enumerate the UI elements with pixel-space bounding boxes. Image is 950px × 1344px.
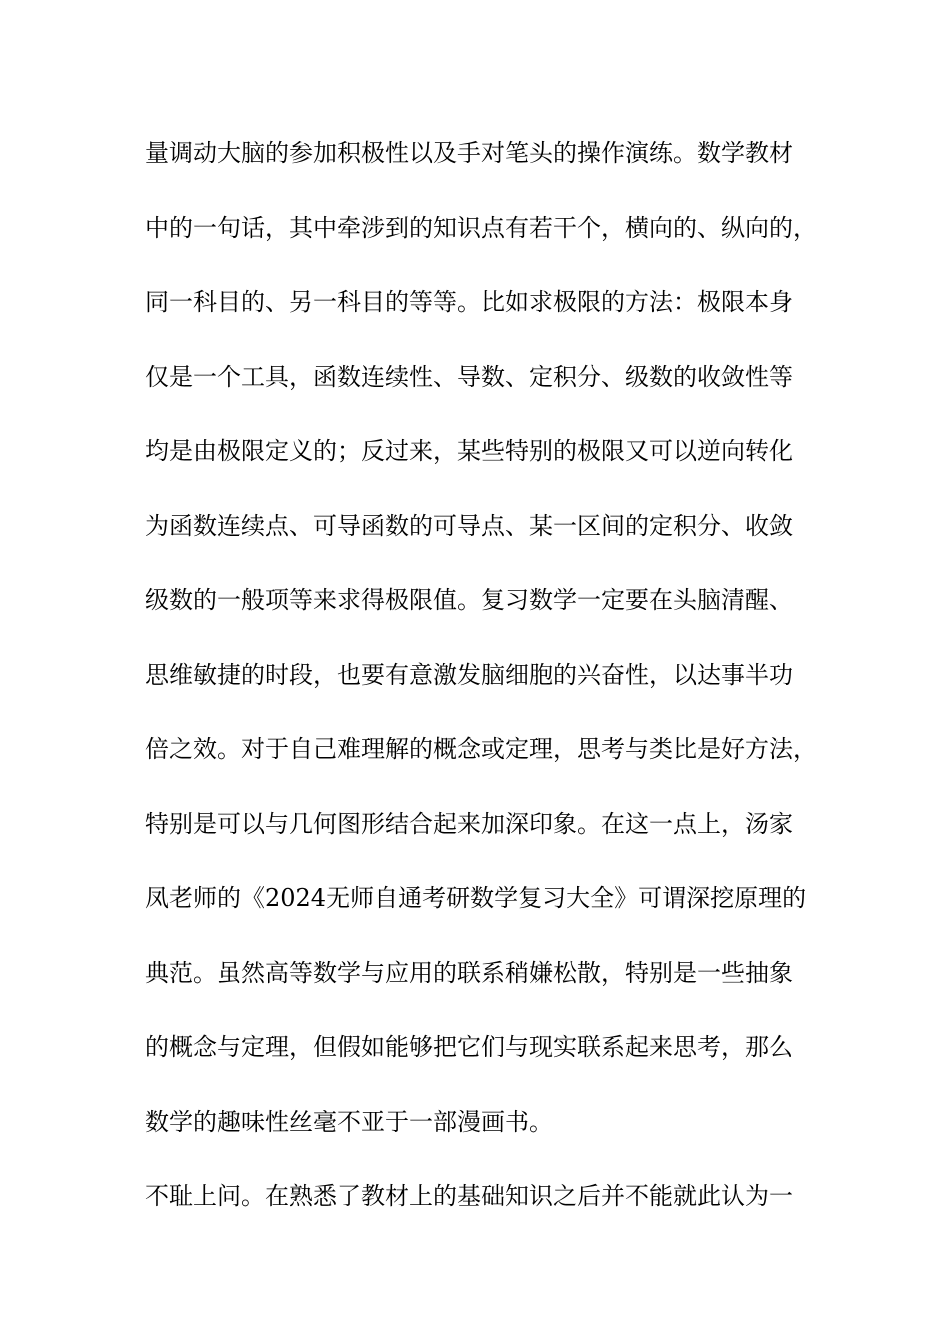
paragraph-line: 级数的一般项等来求得极限值。复习数学一定要在头脑清醒、 — [145, 586, 793, 614]
paragraph-line: 仅是一个工具，函数连续性、导数、定积分、级数的收敛性等 — [145, 363, 793, 391]
paragraph-line: 典范。虽然高等数学与应用的联系稍嫌松散，特别是一些抽象 — [145, 959, 793, 987]
paragraph-line: 为函数连续点、可导函数的可导点、某一区间的定积分、收敛 — [145, 512, 793, 540]
paragraph-line: 倍之效。对于自己难理解的概念或定理，思考与类比是好方法， — [145, 735, 817, 763]
paragraph-line: 数学的趣味性丝毫不亚于一部漫画书。 — [145, 1108, 553, 1136]
paragraph-line: 均是由极限定义的；反过来，某些特别的极限又可以逆向转化 — [145, 437, 793, 465]
paragraph-line: 的概念与定理，但假如能够把它们与现实联系起来思考，那么 — [145, 1033, 793, 1061]
paragraph-line: 特别是可以与几何图形结合起来加深印象。在这一点上，汤家 — [145, 810, 793, 838]
paragraph-line: 同一科目的、另一科目的等等。比如求极限的方法：极限本身 — [145, 288, 793, 316]
paragraph-line: 量调动大脑的参加积极性以及手对笔头的操作演练。数学教材 — [145, 139, 793, 167]
paragraph-line: 不耻上问。在熟悉了教材上的基础知识之后并不能就此认为一 — [145, 1182, 793, 1210]
paragraph-line: 凤老师的《2024无师自通考研数学复习大全》可谓深挖原理的 — [145, 884, 807, 912]
paragraph-line: 思维敏捷的时段，也要有意激发脑细胞的兴奋性，以达事半功 — [145, 661, 793, 689]
paragraph-line: 中的一句话，其中牵涉到的知识点有若干个，横向的、纵向的， — [145, 214, 817, 242]
